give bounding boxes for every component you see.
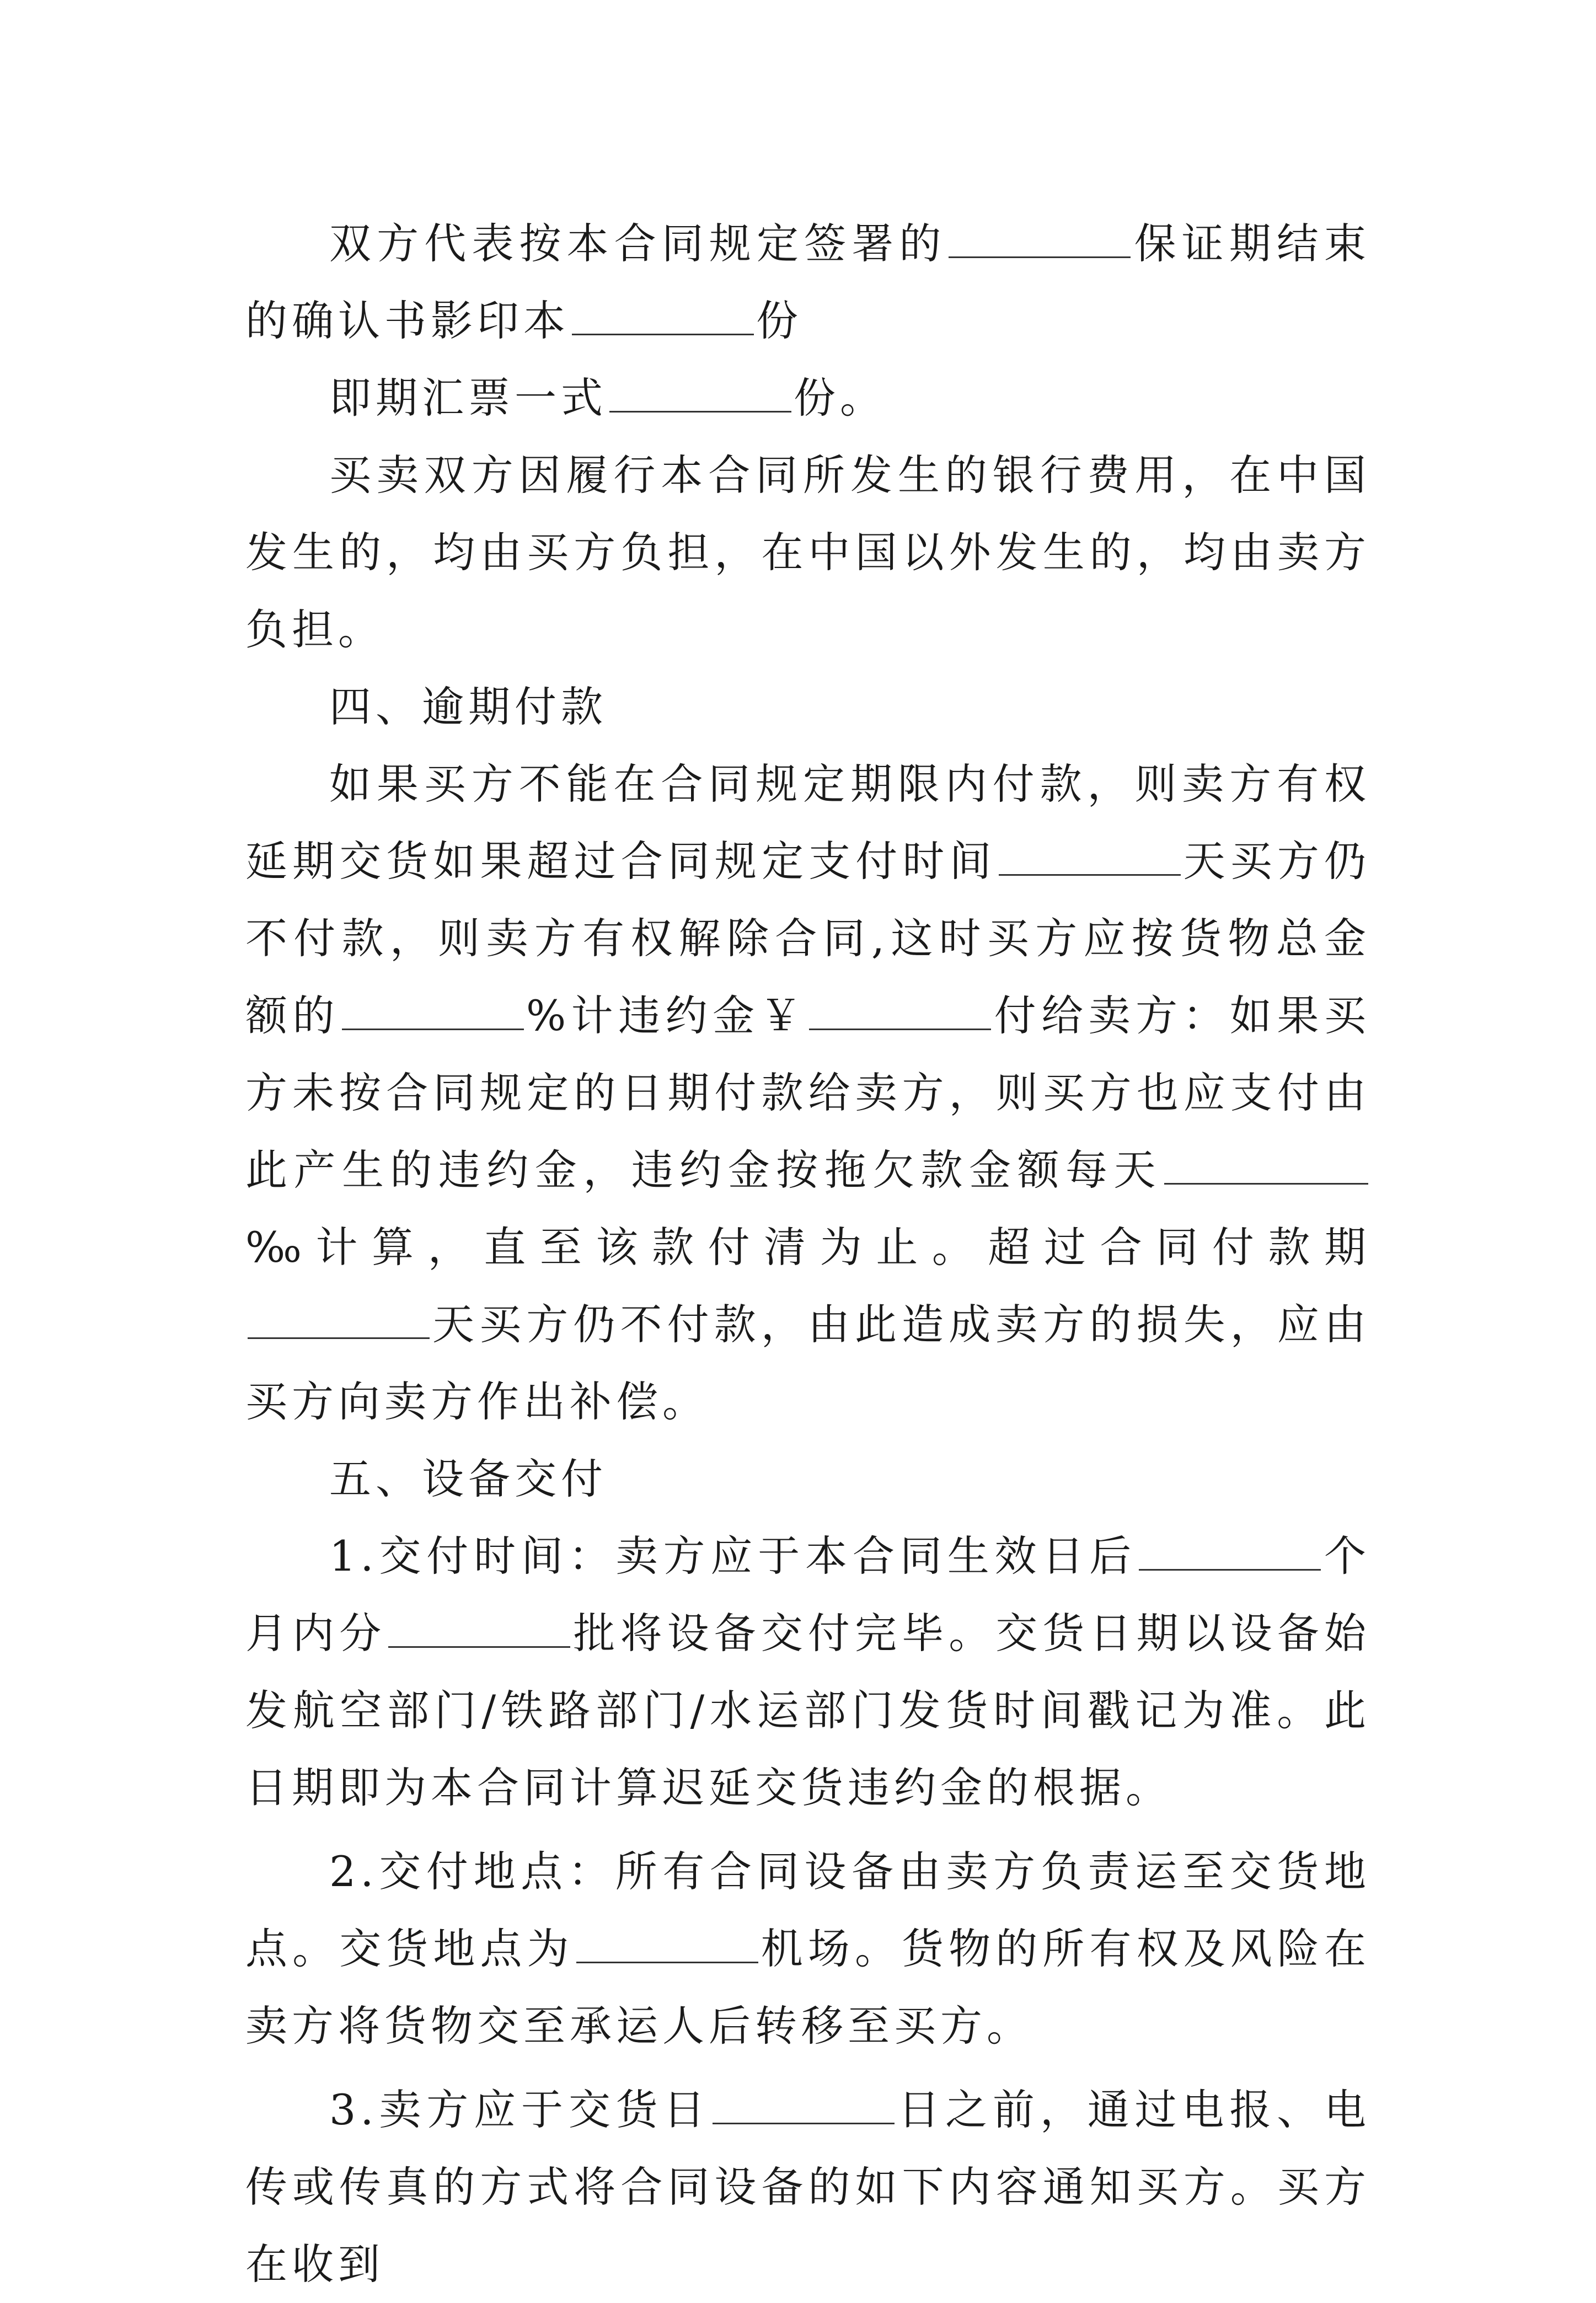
- paragraph-bank-fees: 买卖双方因履行本合同所发生的银行费用，在中国发生的，均由买方负担，在中国以外发生的，均由卖方负担。: [245, 451, 1370, 654]
- text-segment: 如果买方不能在合同规定期限内付款，则卖方有权延期交货如果超过合同规定支付时间: [245, 759, 1370, 886]
- paragraph-delivery-time: [245, 1518, 1370, 1827]
- text-segment: 机场。货物的所有权及风险在卖方将货物交至承运人后转移至买方。: [245, 1924, 1371, 2050]
- fill-blank: [999, 835, 1181, 876]
- fill-blank: [609, 372, 791, 413]
- document-body: [245, 205, 1370, 2303]
- paragraph-sight-draft: [245, 360, 1370, 437]
- text-segment: 日之前，通过电报、电传或传真的方式将合同设备的如下内容通知买方。买方在收到: [245, 2085, 1371, 2289]
- text-segment: 2.交付地点：所有合同设备由卖方负责运至交货地点。交货地点为: [245, 1847, 1370, 1973]
- paragraph-confirmation-copy: [245, 205, 1370, 360]
- paragraph-delivery-place: [245, 1833, 1370, 2065]
- paragraph-late-payment: [245, 746, 1370, 1440]
- fill-blank: [809, 990, 991, 1030]
- text-segment: 付给卖方：如果买方未按合同规定的日期付款给卖方，则买方也应支付由此产生的违约金，违约金按拖欠款金额每天: [245, 991, 1371, 1195]
- text-segment: 份。: [794, 373, 886, 422]
- fill-blank: [388, 1608, 570, 1648]
- text-segment: %计违约金￥: [526, 991, 807, 1040]
- section-heading-late-payment: 四、逾期付款: [329, 682, 607, 731]
- fill-blank: [949, 218, 1131, 258]
- text-segment: 天买方仍不付款，则卖方有权解除合同,这时买方应按货物总金额的: [245, 837, 1371, 1040]
- text-segment: 3.卖方应于交货日: [329, 2085, 711, 2134]
- text-segment: 1.交付时间：卖方应于本合同生效日后: [329, 1531, 1137, 1581]
- text-segment: 即期汇票一式: [329, 373, 607, 422]
- fill-blank: [713, 2084, 895, 2124]
- fill-blank: [1164, 1144, 1368, 1185]
- fill-blank: [342, 990, 524, 1030]
- paragraph-delivery-notice: [245, 2071, 1370, 2303]
- fill-blank: [248, 1299, 430, 1339]
- text-segment: 双方代表按本合同规定签署的: [329, 219, 947, 268]
- fill-blank: [1139, 1530, 1321, 1571]
- fill-blank: [576, 1923, 758, 1963]
- fill-blank: [572, 295, 754, 335]
- text-segment: ‰计算，直至该款付清为止。超过合同付款期: [245, 1223, 1370, 1272]
- text-segment: 个月内分: [245, 1531, 1371, 1658]
- text-segment: 批将设备交付完毕。交货日期以设备始发航空部门/铁路部门/水运部门发货时间戳记为准。此日期即为本合同计算迟延交货违约金的根据。: [245, 1609, 1371, 1812]
- text-segment: 天买方仍不付款，由此造成卖方的损失，应由买方向卖方作出补偿。: [245, 1300, 1370, 1426]
- text-segment: 保证期结束的确认书影印本: [245, 219, 1371, 345]
- text-segment: 份: [756, 296, 802, 345]
- section-heading-equipment-delivery: 五、设备交付: [329, 1454, 607, 1503]
